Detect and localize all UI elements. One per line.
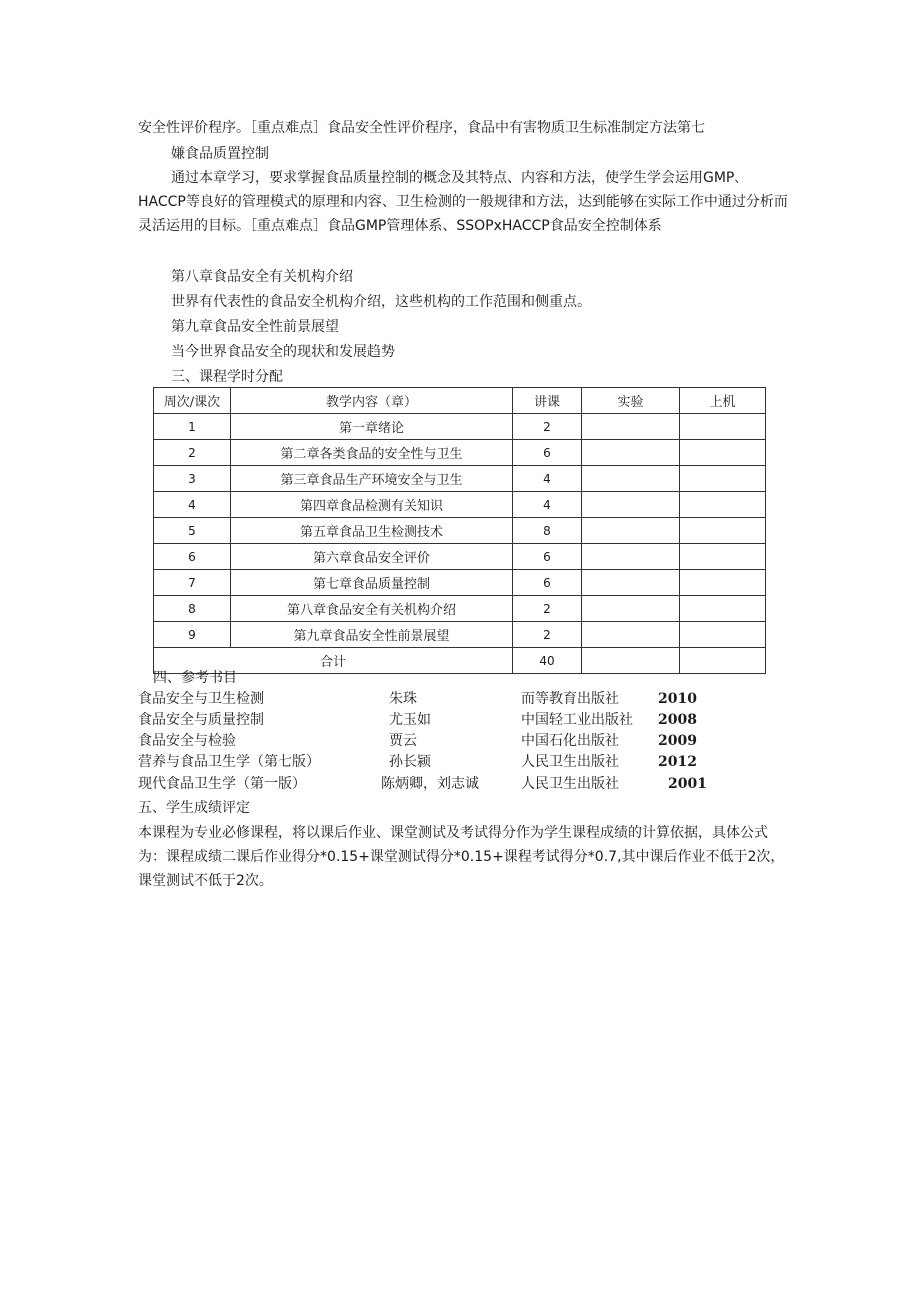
- book-title: 营养与食品卫生学（第七版）: [138, 754, 320, 770]
- row-content: 第七章食品质量控制: [231, 570, 513, 596]
- header-lecture: 讲课: [513, 388, 582, 414]
- row-number: 1: [154, 414, 231, 440]
- book-author: 朱珠: [389, 691, 417, 707]
- table-row: [154, 518, 766, 544]
- book-year: 2008: [658, 712, 697, 728]
- row-computer: [680, 518, 766, 544]
- book-author: 陈炳卿，刘志诚: [381, 776, 479, 792]
- row-content: 第一章绪论: [231, 414, 513, 440]
- book-title: 现代食品卫生学（第一版）: [138, 776, 306, 792]
- row-lab: [582, 466, 680, 492]
- book-year: 2001: [668, 776, 707, 792]
- book-year: 2010: [658, 691, 697, 707]
- book-publisher: 而等教育出版社: [521, 691, 619, 707]
- table-row: [154, 570, 766, 596]
- book-title: 食品安全与检验: [138, 733, 236, 749]
- total-lab: [582, 648, 680, 674]
- row-lab: [582, 544, 680, 570]
- chapter-9-description: 当今世界食品安全的现状和发展趋势: [171, 344, 395, 360]
- section-5-heading: 五、学生成绩评定: [138, 800, 250, 816]
- table-row: [154, 440, 766, 466]
- row-hours: 6: [513, 544, 582, 570]
- row-lab: [582, 596, 680, 622]
- row-computer: [680, 492, 766, 518]
- row-hours: 2: [513, 414, 582, 440]
- row-number: 9: [154, 622, 231, 648]
- row-hours: 4: [513, 466, 582, 492]
- row-hours: 6: [513, 570, 582, 596]
- chapter-8-description: 世界有代表性的食品安全机构介绍，这些机构的工作范围和侧重点。: [171, 294, 591, 310]
- book-year: 2012: [658, 754, 697, 770]
- row-computer: [680, 466, 766, 492]
- book-author: 尤玉如: [389, 712, 431, 728]
- row-hours: 8: [513, 518, 582, 544]
- chapter-7-title: 嫌食品质置控制: [171, 146, 269, 162]
- row-lab: [582, 414, 680, 440]
- row-content: 第二章各类食品的安全性与卫生: [231, 440, 513, 466]
- book-title: 食品安全与质量控制: [138, 712, 264, 728]
- row-hours: 6: [513, 440, 582, 466]
- table-header-row: [154, 388, 766, 414]
- row-content: 第三章食品生产环境安全与卫生: [231, 466, 513, 492]
- row-content: 第四章食品检测有关知识: [231, 492, 513, 518]
- row-hours: 4: [513, 492, 582, 518]
- total-computer: [680, 648, 766, 674]
- grading-description: 本课程为专业必修课程，将以课后作业、课堂测试及考试得分作为学生课程成绩的计算依据，具体公式为：课程成绩二课后作业得分*0.15+课堂测试得分*0.15+课程考试得分*0.7,其中课后作业不低于2次，课堂测试不低于2次。: [138, 825, 785, 889]
- chapter-7-description: 通过本章学习，要求掌握食品质量控制的概念及其特点、内容和方法，使学生学会运用GMP､HACCP等良好的管理模式的原理和内容、卫生检测的一般规律和方法，达到能够在实际工作中通过分析而灵活运用的目标。［重点难点］食品GMP管理体系、SSOPxHACCP食品安全控制体系: [138, 170, 788, 234]
- row-number: 4: [154, 492, 231, 518]
- row-content: 第六章食品安全评价: [231, 544, 513, 570]
- text-line-safety-eval: 安全性评价程序。［重点难点］食品安全性评价程序，食品中有害物质卫生标准制定方法第七: [138, 120, 705, 136]
- header-content: 教学内容（章）: [231, 388, 513, 414]
- table-total-row: [154, 648, 766, 674]
- book-title: 食品安全与卫生检测: [138, 691, 264, 707]
- book-publisher: 人民卫生出版社: [521, 754, 619, 770]
- header-lab: 实验: [582, 388, 680, 414]
- row-lab: [582, 440, 680, 466]
- book-author: 孙长颍: [389, 754, 431, 770]
- row-hours: 2: [513, 596, 582, 622]
- row-computer: [680, 414, 766, 440]
- row-computer: [680, 596, 766, 622]
- row-content: 第九章食品安全性前景展望: [231, 622, 513, 648]
- row-number: 5: [154, 518, 231, 544]
- row-content: 第八章食品安全有关机构介绍: [231, 596, 513, 622]
- header-week: 周次/课次: [154, 388, 231, 414]
- row-computer: [680, 622, 766, 648]
- table-row: [154, 414, 766, 440]
- table-row: [154, 466, 766, 492]
- book-year: 2009: [658, 733, 697, 749]
- table-row: [154, 544, 766, 570]
- book-publisher: 中国石化出版社: [521, 733, 619, 749]
- section-4-heading: 四、参考书目: [153, 670, 237, 686]
- hours-table: [153, 387, 766, 674]
- book-author: 贾云: [389, 733, 417, 749]
- row-number: 6: [154, 544, 231, 570]
- row-number: 3: [154, 466, 231, 492]
- row-hours: 2: [513, 622, 582, 648]
- row-lab: [582, 518, 680, 544]
- table-row: [154, 596, 766, 622]
- book-publisher: 人民卫生出版社: [521, 776, 619, 792]
- row-computer: [680, 544, 766, 570]
- section-3-heading: 三、课程学时分配: [171, 369, 283, 385]
- row-number: 8: [154, 596, 231, 622]
- header-computer: 上机: [680, 388, 766, 414]
- row-lab: [582, 622, 680, 648]
- book-publisher: 中国轻工业出版社: [521, 712, 633, 728]
- row-lab: [582, 492, 680, 518]
- chapter-8-title: 第八章食品安全有关机构介绍: [171, 269, 353, 285]
- total-hours: 40: [513, 648, 582, 674]
- table-row: [154, 492, 766, 518]
- row-lab: [582, 570, 680, 596]
- row-content: 第五章食品卫生检测技术: [231, 518, 513, 544]
- total-label: 合计: [154, 648, 513, 674]
- row-computer: [680, 570, 766, 596]
- row-computer: [680, 440, 766, 466]
- chapter-9-title: 第九章食品安全性前景展望: [171, 319, 339, 335]
- row-number: 7: [154, 570, 231, 596]
- table-row: [154, 622, 766, 648]
- row-number: 2: [154, 440, 231, 466]
